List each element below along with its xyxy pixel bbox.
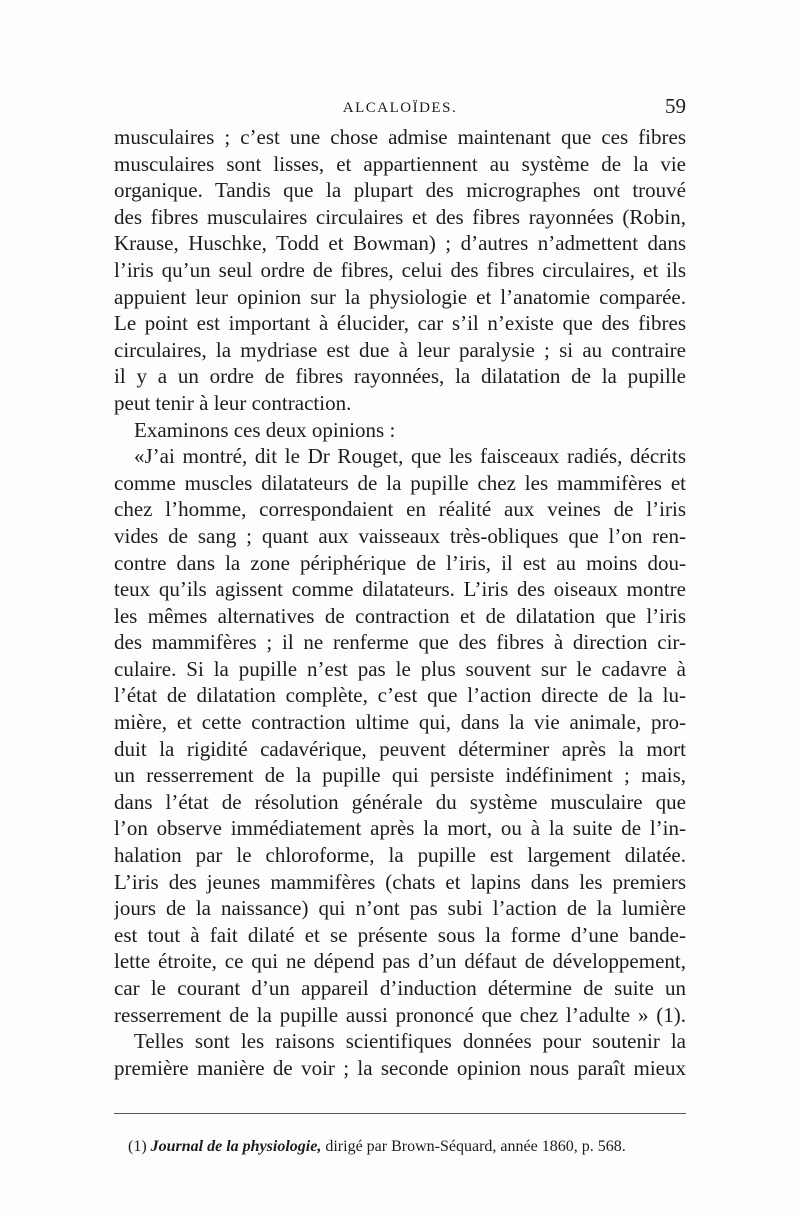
text-line: Krause, Huschke, Todd et Bowman) ; d’autres n’admettent dans (114, 231, 686, 256)
footnote-text: dirigé par Brown-Séquard, année 1860, p. 568. (325, 1138, 626, 1155)
text-line: halation par le chloroforme, la pupille est largement dilatée. (114, 843, 686, 868)
text-line: première manière de voir ; la seconde opinion nous paraît mieux (114, 1055, 686, 1080)
text-line: les mêmes alternatives de contraction et de dilatation que l’iris (114, 603, 686, 628)
text-line: des fibres musculaires circulaires et des fibres rayonnées (Robin, (114, 204, 686, 229)
text-line: duit la rigidité cadavérique, peuvent déterminer après la mort (114, 736, 686, 761)
text-line: l’on observe immédiatement après la mort, ou à la suite de l’in- (114, 816, 686, 841)
text-line: musculaires ; c’est une chose admise maintenant que ces fibres (114, 125, 686, 149)
text-line: mière, et cette contraction ultime qui, dans la vie animale, pro- (114, 710, 686, 735)
text-line: peut tenir à leur contraction. (114, 390, 352, 415)
text-line: Telles sont les raisons scientifiques données pour soutenir la (134, 1029, 686, 1054)
footnote (128, 1138, 688, 1156)
running-title: ALCALOÏDES. (342, 100, 458, 116)
text-line: organique. Tandis que la plupart des micrographes ont trouvé (114, 178, 686, 203)
text-line: l’état de dilatation complète, c’est que l’action directe de la lu- (114, 683, 686, 708)
text-line: comme muscles dilatateurs de la pupille chez les mammifères et (114, 470, 686, 495)
text-line: Examinons ces deux opinions : (134, 417, 396, 442)
text-line: lette étroite, ce qui ne dépend pas d’un défaut de développement, (114, 949, 686, 974)
text-line: l’iris qu’un seul ordre de fibres, celui des fibres circulaires, et ils (114, 257, 686, 282)
footnote-marker: (1) (128, 1138, 147, 1155)
footnote-rule (114, 1113, 686, 1114)
text-line: dans l’état de résolution générale du système musculaire que (114, 789, 686, 814)
text-line: appuient leur opinion sur la physiologie et l’anatomie comparée. (114, 284, 686, 309)
text-line: circulaires, la mydriase est due à leur paralysie ; si au contraire (114, 337, 686, 362)
text-line: est tout à fait dilaté et se présente sous la forme d’une bande- (114, 922, 686, 947)
running-head (114, 94, 686, 122)
text-line: culaire. Si la pupille n’est pas le plus souvent sur le cadavre à (114, 656, 686, 681)
footnote-journal-title: Journal de la physiologie, (150, 1138, 322, 1155)
text-line: «J’ai montré, dit le Dr Rouget, que les faisceaux radiés, décrits (134, 444, 686, 469)
text-line: L’iris des jeunes mammifères (chats et lapins dans les premiers (114, 869, 686, 894)
text-line: car le courant d’un appareil d’induction détermine de suite un (114, 976, 686, 1000)
text-line: musculaires sont lisses, et appartiennent au système de la vie (114, 151, 686, 176)
page-number: 59 (665, 94, 686, 118)
text-line: Le point est important à élucider, car s’il n’existe que des fibres (114, 311, 686, 336)
text-line: un resserrement de la pupille qui persiste indéfiniment ; mais, (114, 763, 686, 788)
text-line: il y a un ordre de fibres rayonnées, la dilatation de la pupille (114, 364, 686, 389)
body-text (114, 124, 686, 1081)
text-line: vides de sang ; quant aux vaisseaux très-obliques que l’on ren- (114, 523, 686, 548)
text-line: des mammifères ; il ne renferme que des fibres à direction cir- (114, 630, 686, 655)
text-line: chez l’homme, correspondaient en réalité aux veines de l’iris (114, 497, 686, 522)
text-line: resserrement de la pupille aussi prononcé que chez l’adulte » (1). (114, 1002, 686, 1027)
text-line: contre dans la zone périphérique de l’iris, il est au moins dou- (114, 550, 686, 575)
text-line: jours de la naissance) qui n’ont pas subi l’action de la lumière (114, 896, 686, 921)
text-line: teux qu’ils agissent comme dilatateurs. L’iris des oiseaux montre (114, 577, 686, 602)
